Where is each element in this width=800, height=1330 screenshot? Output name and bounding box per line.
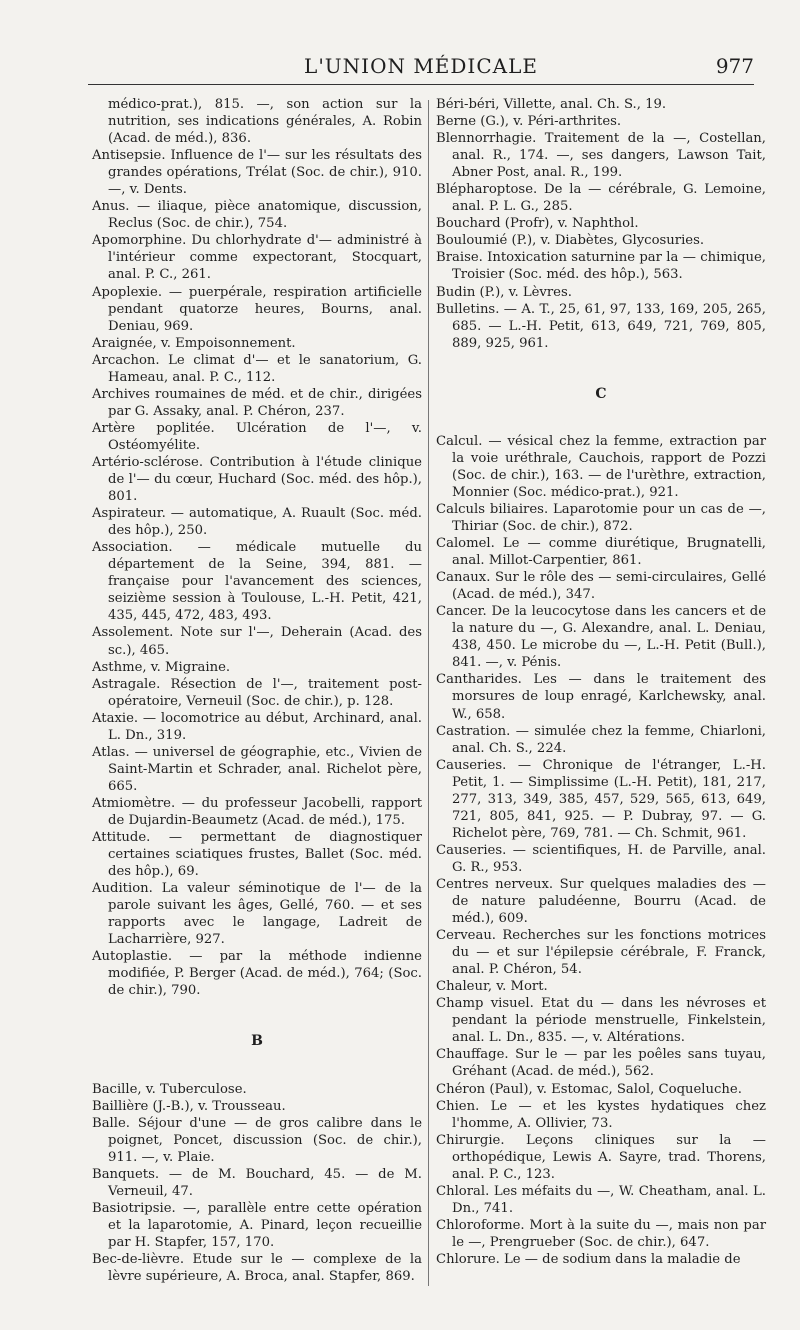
index-entry: Bouloumié (P.), v. Diabètes, Glycosuries. (436, 233, 705, 249)
index-entry: médico-prat.), 815. —, son action sur la nutrition, ses indications générales, A. Robin (Acad. de méd.), 836. (108, 97, 422, 147)
index-entry: Chloroforme. Mort à la suite du —, mais non par le —, Prengrueber (Soc. de chir.), 647. (436, 1217, 766, 1250)
index-entry: Calomel. Le — comme diurétique, Brugnatelli, anal. Millot-Carpentier, 861. (436, 536, 766, 569)
index-entry: Budin (P.), v. Lèvres. (436, 284, 572, 300)
index-entry: Audition. La valeur séminotique de l'— de la parole suivant les âges, Gellé, 760. — et ses rapports avec le langage, Ladreit de Lacharrière, 927. (92, 881, 422, 948)
index-entry: Causeries. — Chronique de l'étranger, L.-H. Petit, 1. — Simplissime (L.-H. Petit), 181, 217, 277, 313, 349, 385, 457, 529, 565, 613, 649, 721, 805, 841, 925. — P. Dubray, 97. — G. Richelot père, 769, 781. — Ch. Schmit, 961. (436, 757, 766, 841)
index-entry: Asthme, v. Migraine. (92, 659, 231, 675)
index-entry: Bec-de-lièvre. Etude sur le — complexe de la lèvre supérieure, A. Broca, anal. Stapfer, 869. (92, 1252, 422, 1285)
index-entry: Braise. Intoxication saturnine par la — chimique, Troisier (Soc. méd. des hôp.), 563. (436, 250, 766, 283)
index-entry: Bacille, v. Tuberculose. (92, 1081, 247, 1097)
index-entry: Berne (G.), v. Péri-arthrites. (436, 114, 622, 130)
column-separator (428, 100, 429, 1286)
index-entry: Chaleur, v. Mort. (436, 979, 548, 995)
index-entry: Calculs biliaires. Laparotomie pour un cas de —, Thiriar (Soc. de chir.), 872. (436, 501, 766, 534)
index-entry: Autoplastie. — par la méthode indienne modifiée, P. Berger (Acad. de méd.), 764; (Soc. de chir.), 790. (92, 949, 422, 999)
index-entry: Ataxie. — locomotrice au début, Archinard, anal. L. Dn., 319. (92, 710, 422, 743)
index-entry: Chauffage. Sur le — par les poêles sans tuyau, Gréhant (Acad. de méd.), 562. (436, 1047, 766, 1080)
index-entry: Anus. — iliaque, pièce anatomique, discussion, Reclus (Soc. de chir.), 754. (92, 199, 422, 232)
page-header (88, 48, 754, 88)
index-entry: Chéron (Paul), v. Estomac, Salol, Coqueluche. (436, 1081, 742, 1097)
index-entry: Araignée, v. Empoisonnement. (92, 335, 296, 351)
index-entry: Chien. Le — et les kystes hydatiques chez l'homme, A. Ollivier, 73. (436, 1098, 766, 1131)
index-entry: Attitude. — permettant de diagnostiquer certaines sciatiques frustes, Ballet (Soc. méd. des hôp.), 69. (92, 830, 422, 880)
journal-title: L'UNION MÉDICALE (304, 54, 538, 78)
index-entry: Chlorure. Le — de sodium dans la maladie de (436, 1252, 741, 1267)
index-entry: Atmiomètre. — du professeur Jacobelli, rapport de Dujardin-Beaumetz (Acad. de méd.), 175. (92, 795, 422, 828)
index-entry: Banquets. — de M. Bouchard, 45. — de M. Verneuil, 47. (92, 1166, 422, 1199)
index-entry: Antisepsie. Influence de l'— sur les résultats des grandes opérations, Trélat (Soc. de chir.), 910. —, v. Dents. (92, 148, 422, 198)
index-entry: Béri-béri, Villette, anal. Ch. S., 19. (436, 97, 667, 112)
index-entry: Arcachon. Le climat d'— et le sanatorium, G. Hameau, anal. P. C., 112. (92, 352, 422, 385)
left-column (92, 96, 422, 1285)
index-entry: Atlas. — universel de géographie, etc., Vivien de Saint-Martin et Schrader, anal. Richelot père, 665. (92, 744, 422, 794)
index-entry: Chloral. Les méfaits du —, W. Cheatham, anal. L. Dn., 741. (436, 1183, 766, 1216)
section-letter-b: B (251, 1033, 263, 1050)
right-column (436, 96, 766, 1268)
index-entry: Bouchard (Profr), v. Naphthol. (436, 216, 639, 232)
index-entry: Aspirateur. — automatique, A. Ruault (Soc. méd. des hôp.), 250. (92, 506, 422, 539)
index-entry: Blépharoptose. De la — cérébrale, G. Lemoine, anal. P. L. G., 285. (436, 182, 766, 215)
index-entry: Astragale. Résection de l'—, traitement post-opératoire, Verneuil (Soc. de chir.), p. 128. (92, 676, 422, 709)
index-entry: Calcul. — vésical chez la femme, extraction par la voie uréthrale, Cauchois, rapport de Pozzi (Soc. de chir.), 163. — de l'urèthre, extraction, Monnier (Soc. médico-prat.), 921. (436, 433, 766, 500)
index-entry: Centres nerveux. Sur quelques maladies des — de nature paludéenne, Bourru (Acad. de méd.), 609. (436, 876, 766, 927)
index-entry: Baillière (J.-B.), v. Trousseau. (92, 1098, 286, 1114)
index-entry: Canaux. Sur le rôle des — semi-circulaires, Gellé (Acad. de méd.), 347. (436, 570, 766, 603)
index-entry: Cancer. De la leucocytose dans les cancers et de la nature du —, G. Alexandre, anal. L. Deniau, 438, 450. Le microbe du —, L.-H. Petit (Bull.), 841. —, v. Pénis. (436, 604, 766, 671)
index-entry: Chirurgie. Leçons cliniques sur la — orthopédique, Lewis A. Sayre, trad. Thorens, anal. P. C., 123. (436, 1132, 766, 1182)
index-entry: Causeries. — scientifiques, H. de Parville, anal. G. R., 953. (436, 842, 766, 875)
index-entry: Champ visuel. Etat du — dans les névroses et pendant la période menstruelle, Finkelstein, anal. L. Dn., 835. —, v. Altérations. (436, 996, 766, 1046)
page-number: 977 (715, 54, 754, 78)
index-entry: Artério-sclérose. Contribution à l'étude clinique de l'— du cœur, Huchard (Soc. méd. des hôp.), 801. (92, 454, 422, 505)
header-rule (88, 84, 754, 85)
index-entry: Balle. Séjour d'une — de gros calibre dans le poignet, Poncet, discussion (Soc. de chir.), 911. —, v. Plaie. (92, 1115, 422, 1165)
index-entry: Apoplexie. — puerpérale, respiration artificielle pendant quatorze heures, Bourns, anal. Deniau, 969. (92, 284, 422, 334)
index-entry: Association. — médicale mutuelle du département de la Seine, 394, 881. — française pour l'avancement des sciences, seizième session à Toulouse, L.-H. Petit, 421, 435, 445, 472, 483, 493. (92, 540, 422, 624)
section-letter-c: C (595, 385, 607, 402)
index-entry: Apomorphine. Du chlorhydrate d'— administré à l'intérieur comme expectorant, Stocquart, anal. P. C., 261. (92, 233, 422, 283)
index-entry: Blennorrhagie. Traitement de la —, Costellan, anal. R., 174. —, ses dangers, Lawson Tait, Abner Post, anal. R., 199. (436, 131, 766, 181)
index-entry: Cantharides. Les — dans le traitement des morsures de loup enragé, Karlchewsky, anal. W., 658. (436, 672, 766, 722)
index-entry: Bulletins. — A. T., 25, 61, 97, 133, 169, 205, 265, 685. — L.-H. Petit, 613, 649, 721, 769, 805, 889, 925, 961. (436, 301, 766, 351)
index-entry: Cerveau. Recherches sur les fonctions motrices du — et sur l'épilepsie cérébrale, F. Franck, anal. P. Chéron, 54. (436, 928, 766, 978)
index-entry: Archives roumaines de méd. et de chir., dirigées par G. Assaky, anal. P. Chéron, 237. (92, 386, 422, 419)
index-entry: Basiotripsie. —, parallèle entre cette opération et la laparotomie, A. Pinard, leçon recueillie par H. Stapfer, 157, 170. (92, 1200, 422, 1250)
index-entry: Assolement. Note sur l'—, Deherain (Acad. des sc.), 465. (92, 625, 422, 658)
index-entry: Castration. — simulée chez la femme, Chiarloni, anal. Ch. S., 224. (436, 723, 766, 756)
index-entry: Artère poplitée. Ulcération de l'—, v. Ostéomyélite. (92, 420, 422, 453)
